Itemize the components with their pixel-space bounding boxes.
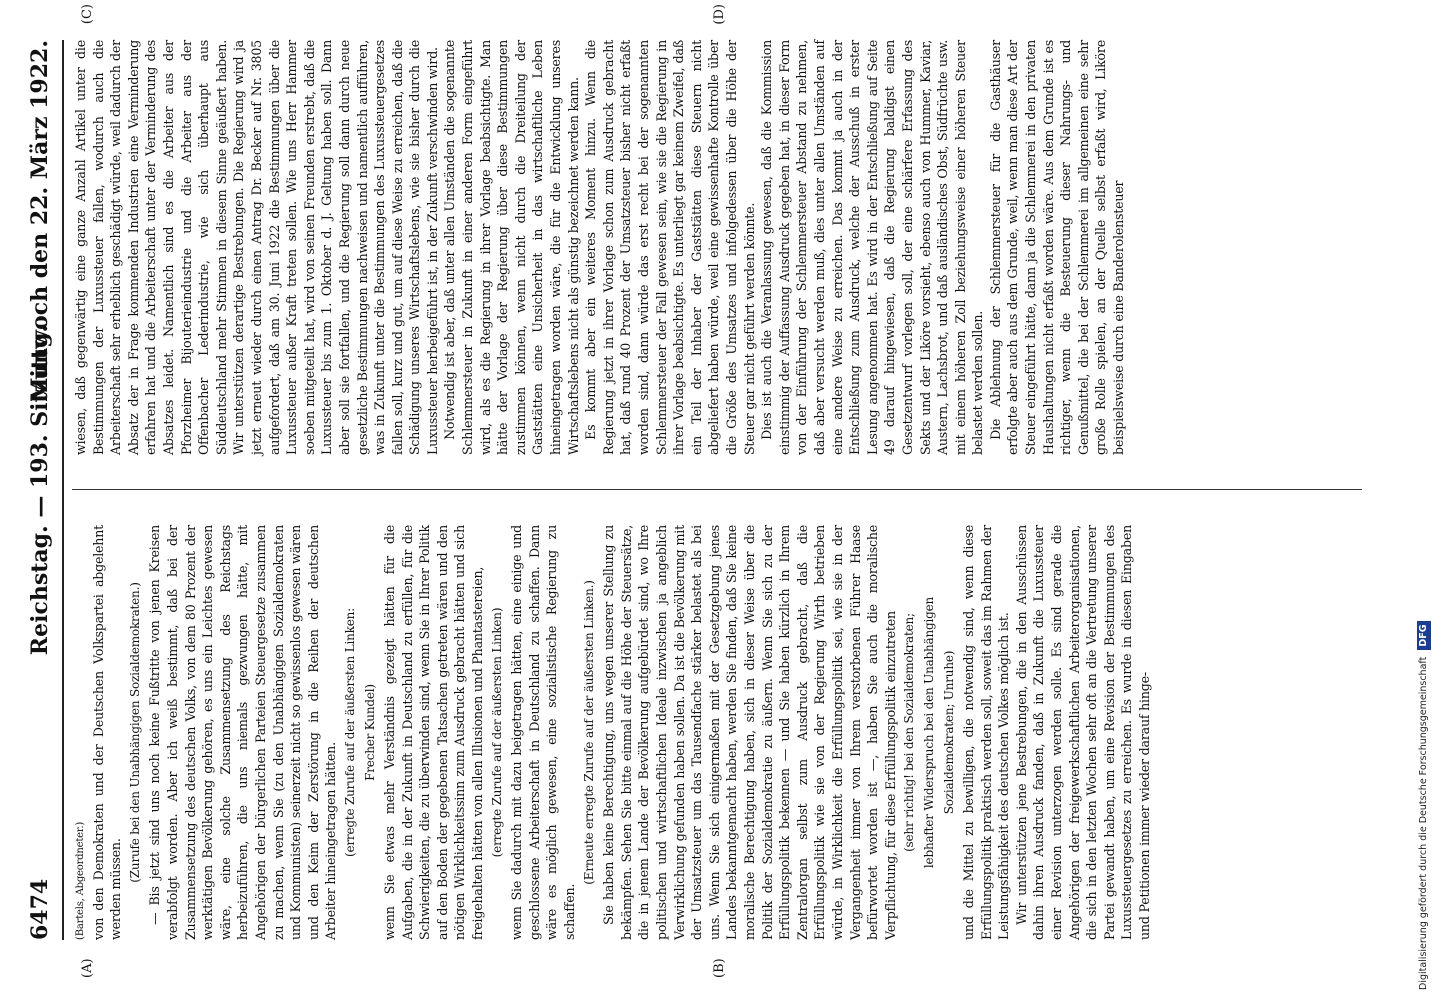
paragraph: Sie haben keine Berechtigung, uns wegen unserer Stellung zu bekämpfen. Sehen Sie bitte einmal auf die Höhe der Steuersätze, die in jenem Lande der Bevölkerung aufgebürdet sind, wo Ihre politischen und wirtschaftlichen Ideale inzwischen ja angeblich Verwirklichung gefunden haben sollen. Da ist die Bevölkerung mit der Umsatzsteuer um das Tausendfache stärker belastet als bei uns. Wenn Sie sich einigermaßen mit der Gesetzgebung jenes Landes bekanntgemacht haben, werden Sie finden, daß Sie keine moralische Berechtigung haben, sich in dieser Weise über die Politik der Sozialdemokratie zu äußern. Wenn Sie sich zu der Erfüllungspolitik bekennen — und Sie haben kürzlich in Ihrem Zentralorgan selbst zum Ausdruck gebracht, daß die Erfüllungspolitik wie sie von der Regierung Wirth betrieben würde, in Wirklichkeit die Erfüllungspolitik sei, wie sie in der Vergangenheit immer von Ihrem verstorbenen Führer Haase befürwortet worden ist —, haben Sie auch die moralische Verpflichtung, für diese Erfüllungspolitik einzutreten: [601, 525, 898, 940]
margin-marker-d: (D): [712, 4, 727, 25]
paragraph: Wir unterstützen jene Bestrebungen, die in den Ausschüssen dahin ihren Ausdruck fanden, daß in Zukunft die Luxussteuer einer Revision unterzogen werden solle. Es sind gerade die Angehörigen der freigewerkschaftlichen Arbeiterorganisationen, die sich in den letzten Wochen sehr oft an die Vertretung unserer Partei gewandt haben, um eine Revision der Bestimmungen des Luxussteuergesetzes zu erreichen. Es wurde in diesen Eingaben und Petitionen immer wieder darauf hinge-: [1013, 525, 1153, 940]
paragraph: — Bis jetzt sind uns noch keine Fußtritte von jenen Kreisen verabfolgt worden. Aber ich weiß bestimmt, daß bei der Zusammensetzung des deutschen Volks, von dem 80 Prozent der werktätigen Bevölkerung gehören, es uns ein Leichtes gewesen wäre, eine solche Zusammensetzung des Reichstags herbeizuführen, die uns niemals gezwungen hätte, mit Angehörigen der bürgerlichen Parteien Steuergesetze zusammen zu machen, wenn Sie (zu den Unabhängigen Sozialdemokraten und Kommunisten) seinerzeit nicht so gewissenlos gewesen wären und den Keim der Zerstörung in die Reihen der deutschen Arbeiter hineingetragen hätten.: [147, 525, 339, 940]
paragraph: wenn Sie etwas mehr Verständnis gezeigt hätten für die Aufgaben, die in der Zukunft in Deutschland zu erfüllen, für die Schwierigkeiten, die zu überwinden sind, wenn Sie in Ihrer Politik auf den Boden der gegebenen Tatsachen getreten wären und den nötigen Wirklichkeitssinn zum Ausdruck gebracht hätten und sich freigehalten hätten von allen Illusionen und Phantastereien,: [382, 525, 486, 940]
interjection: lebhafter Widerspruch bei den Unabhängigen: [921, 596, 936, 869]
credit-text: Digitalisierung gefördert durch die Deutsche Forschungsgemeinschaft: [1418, 656, 1429, 990]
right-column: [72, 40, 1362, 455]
interjection: (erregte Zurufe auf der äußersten Linken): [489, 607, 504, 858]
interjection: Frecher Kundel): [362, 684, 377, 781]
paragraph: von den Demokraten und der Deutschen Volkspartei abgelehnt werden müssen.: [90, 525, 124, 940]
paragraph: Dies ist auch die Veranlassung gewesen, daß die Kommission einstimmig der Auffassung Ausdruck gegeben hat, in dieser Form von der Einführung der Schlemmersteuer Abstand zu nehmen, daß aber versucht werden muß, dies unter allen Umständen auf eine andere Weise zu erreichen. Das kommt ja auch in der Entschließung zum Ausdruck, welche der Ausschuß in erster Lesung angenommen hat. Es wird in der Entschließung auf Seite 49 darauf hingewiesen, daß die Regierung baldigst einen Gesetzentwurf vorlegen soll, der eine schärfere Erfassung des Sekts und der Liköre vorsieht, ebenso auch von Hummer, Kaviar, Austern, Lachsbrot, und daß ausländisches Obst, Südfrüchte usw. mit einem höheren Zoll beziehungsweise einer höheren Steuer belastet werden sollen.: [759, 40, 986, 455]
left-column: [72, 525, 1362, 940]
session-date: Mittwoch den 22. März 1922.: [27, 40, 53, 402]
paragraph: Die Ablehnung der Schlemmersteuer für die Gasthäuser erfolgte aber auch aus dem Grunde, weil, wenn man diese Art der Steuer eingeführt hätte, dann ja die Schlemmerei in den privaten Haushaltungen nicht erfaßt worden wäre. Aus dem Grunde ist es richtiger, wenn die Besteuerung dieser Nahrungs- und Genußmittel, die bei der Schlemmerei im allgemeinen eine sehr große Rolle spielen, an der Quelle selbst erfaßt wird, Liköre beispielsweise durch eine Banderolensteuer: [987, 40, 1127, 455]
paragraph: Es kommt aber ein weiteres Moment hinzu. Wenn die Regierung jetzt in ihrer Vorlage schon zum Ausdruck gebracht hat, daß rund 40 Prozent der Umsatzsteuer bisher nicht erfaßt worden sind, dann würde das erst recht bei der sogenannten Schlemmersteuer der Fall gewesen sein, wie sie die Regierung in ihrer Vorlage beabsichtigte. Es unterliegt gar keinem Zweifel, daß ein Teil der Inhaber der Gaststätten diese Steuern nicht abgeliefert haben würde, weil eine gewissenhafte Kontrolle über die Größe des Umsatzes und infolgedessen über die Höhe der Steuer gar nicht geführt werden könnte.: [583, 40, 757, 455]
dfg-logo: DFG: [1417, 621, 1431, 649]
interjection: (Erneute erregte Zurufe auf der äußersten Linken.): [581, 580, 596, 885]
text-columns: [72, 4, 1362, 978]
speaker-tag: (Bartels, Abgeordneter.): [75, 821, 86, 940]
page-header: [18, 40, 64, 940]
interjection: Sozialdemokraten; Unruhe): [941, 650, 956, 815]
paragraph: wenn Sie dadurch mit dazu beigetragen hätten, eine einige und geschlossene Arbeiterschaft in Deutschland zu schaffen. Dann wäre es möglich gewesen, eine sozialistische Regierung zu schaffen.: [509, 525, 578, 940]
page-number: 6474: [27, 878, 53, 940]
paragraph: Notwendig ist aber, daß unter allen Umständen die sogenannte Schlemmersteuer in Zukunft in einer anderen Form eingeführt wird, als es die Regierung in ihrer Vorlage beabsichtigte. Man hätte der Vorlage der Regierung über diese Bestimmungen zustimmen können, wenn nicht durch die Dreiteilung der Gaststätten eine Unsicherheit in das wirtschaftliche Leben hineingetragen worden wäre, die für die Entwicklung unseres Wirtschaftslebens nicht als günstig bezeichnet werden kann.: [442, 40, 581, 455]
page-title: Reichstag. — 193. Sitzung.: [27, 324, 53, 656]
paragraph: und die Mittel zu bewilligen, die notwendig sind, wenn diese Erfüllungspolitik praktisch werden soll, soweit das im Rahmen der Leistungsfähigkeit des deutschen Volkes möglich ist.: [961, 525, 1012, 940]
margin-marker-a: (A): [80, 958, 95, 978]
interjection: (sehr richtig! bei den Sozialdemokraten;: [902, 613, 917, 852]
margin-marker-c: (C): [80, 4, 95, 25]
column-divider: [72, 489, 1362, 490]
interjection: (Zurufe bei den Unabhängigen Sozialdemokraten.): [127, 582, 142, 883]
margin-marker-b: (B): [712, 958, 727, 978]
interjection: (erregte Zurufe auf der äußersten Linken:: [342, 608, 357, 857]
paragraph: wiesen, daß gegenwärtig eine ganze Anzahl Artikel unter die Bestimmungen der Luxussteuer fallen, wodurch auch die Arbeiterschaft sehr erheblich geschädigt würde, weil dadurch der Absatz der in Frage kommenden Industrien eine Verminderung erfahren hat und die Arbeiterschaft unter der Verminderung des Absatzes leidet. Namentlich sind es die Arbeiter aus der Pforzheimer Bijouterieindustrie und die Arbeiter aus der Offenbacher Lederindustrie, wie sich überhaupt aus Süddeutschland mehr Stimmen in diesem Sinne geäußert haben. Wir unterstützen derartige Bestrebungen. Die Regierung wird ja jetzt erneut wieder durch einen Antrag Dr. Becker auf Nr. 3805 aufgefordert, daß am 30. Juni 1922 die Bestimmungen über die Luxussteuer außer Kraft treten sollen. Wie uns Herr Hammer soeben mitgeteilt hat, wird von seinen Freunden erstrebt, daß die Luxussteuer bis zum 1. Oktober d. J. Geltung haben soll. Dann aber soll sie fortfallen, und die Regierung soll dann durch neue gesetzliche Bestimmungen nachweisen und namentlich aufführen, was in Zukunft unter die Bestimmungen des Luxussteuergesetzes fallen soll, kurz und gut, um auf diese Weise zu erreichen, daß die Schädigung unseres Wirtschaftslebens, wie sie bisher durch die Luxussteuer herbeigeführt ist, in der Zukunft verschwinden wird.: [73, 40, 440, 455]
digitization-credit: [1414, 0, 1434, 1000]
